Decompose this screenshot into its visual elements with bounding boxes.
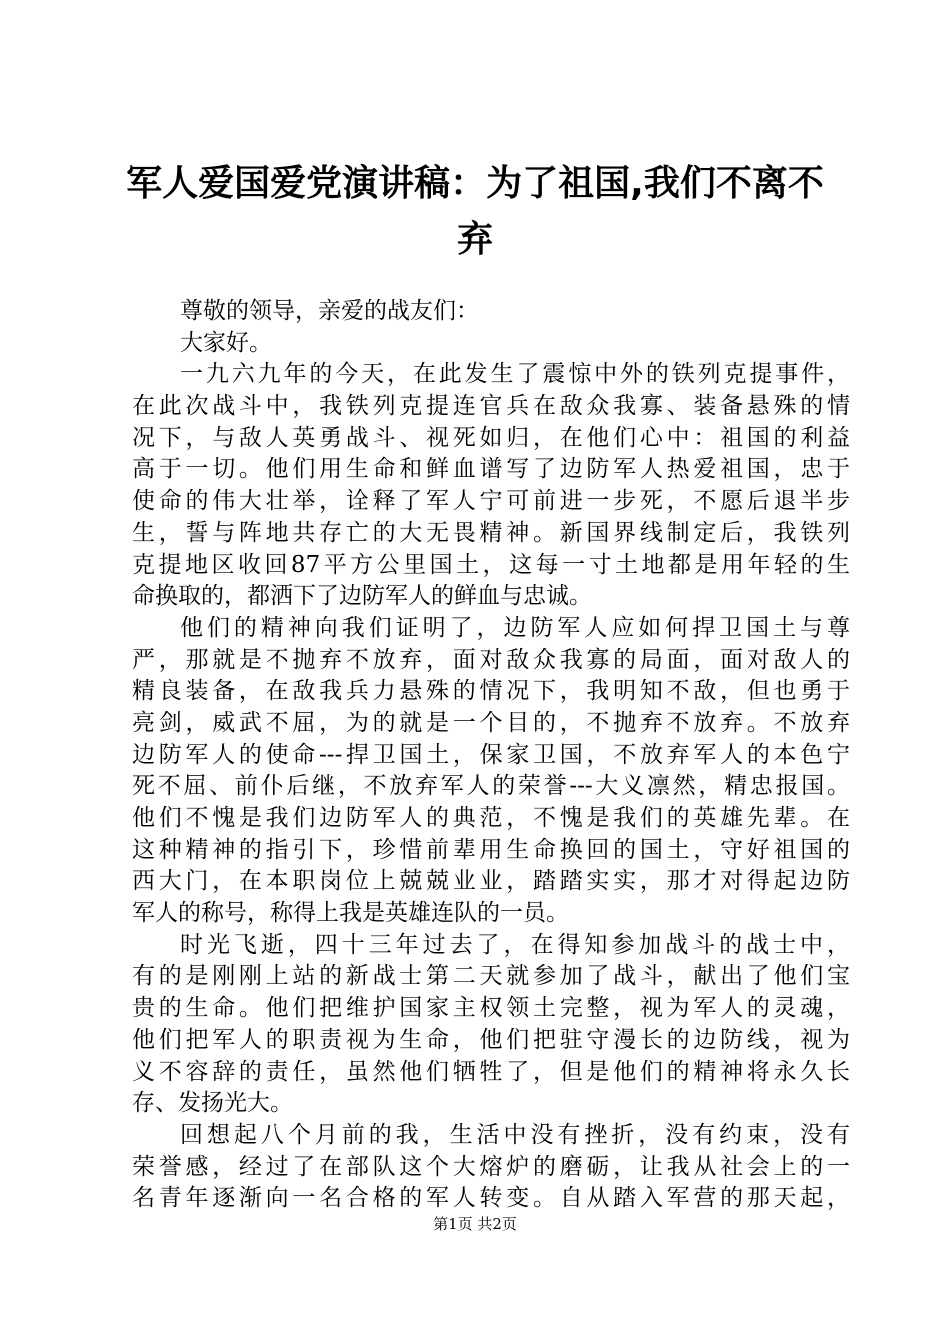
text-line: 死不屈、前仆后继，不放弃军人的荣誉---大义凛然，精忠报国。 bbox=[132, 773, 850, 800]
text-line: 这种精神的指引下，珍惜前辈用生命换回的国土，守好祖国的 bbox=[132, 836, 850, 863]
text-line: 回想起八个月前的我，生活中没有挫折，没有约束，没有 bbox=[180, 1121, 850, 1148]
text-line: 在此次战斗中，我铁列克提连官兵在敌众我寡、装备悬殊的情 bbox=[132, 393, 850, 420]
text-line: 边防军人的使命---捍卫国土，保家卫国，不放弃军人的本色宁 bbox=[132, 741, 850, 768]
text-line: 命换取的，都洒下了边防军人的鲜血与忠诚。 bbox=[132, 583, 592, 610]
document-title bbox=[100, 156, 850, 268]
text-line: 大家好。 bbox=[180, 329, 272, 356]
text-line: 亮剑，威武不屈，为的就是一个目的，不抛弃不放弃。不放弃 bbox=[132, 709, 850, 736]
page-footer: 第1页 共2页 bbox=[433, 1215, 517, 1233]
text-line: 精良装备，在敌我兵力悬殊的情况下，我明知不敌，但也勇于 bbox=[132, 678, 850, 705]
text-line: 他们把军人的职责视为生命，他们把驻守漫长的边防线，视为 bbox=[132, 1026, 850, 1053]
text-line: 名青年逐渐向一名合格的军人转变。自从踏入军营的那天起， bbox=[132, 1185, 850, 1212]
document-body bbox=[132, 296, 850, 1215]
title-line-1: 军人爱国爱党演讲稿：为了祖国,我们不离不 bbox=[126, 163, 824, 204]
text-line: 使命的伟大壮举，诠释了军人宁可前进一步死，不愿后退半步 bbox=[132, 488, 850, 515]
text-line: 军人的称号，称得上我是英雄连队的一员。 bbox=[132, 900, 569, 927]
text-line: 一九六九年的今天，在此发生了震惊中外的铁列克提事件， bbox=[180, 361, 850, 388]
text-line: 他们的精神向我们证明了，边防军人应如何捍卫国土与尊 bbox=[180, 614, 850, 641]
text-line: 高于一切。他们用生命和鲜血谱写了边防军人热爱祖国，忠于 bbox=[132, 456, 850, 483]
title-line-2: 弃 bbox=[456, 219, 493, 260]
text-line: 克提地区收回87平方公里国土，这每一寸土地都是用年轻的生 bbox=[132, 551, 850, 578]
text-line: 西大门，在本职岗位上兢兢业业，踏踏实实，那才对得起边防 bbox=[132, 868, 850, 895]
text-line: 他们不愧是我们边防军人的典范，不愧是我们的英雄先辈。在 bbox=[132, 805, 850, 831]
text-line: 义不容辞的责任，虽然他们牺牲了，但是他们的精神将永久长 bbox=[132, 1058, 850, 1085]
text-line: 况下，与敌人英勇战斗、视死如归，在他们心中：祖国的利益 bbox=[132, 424, 850, 451]
text-line: 荣誉感，经过了在部队这个大熔炉的磨砺，让我从社会上的一 bbox=[132, 1153, 850, 1180]
text-line: 时光飞逝，四十三年过去了，在得知参加战斗的战士中， bbox=[180, 931, 850, 958]
text-line: 存、发扬光大。 bbox=[132, 1090, 293, 1117]
text-line: 生，誓与阵地共存亡的大无畏精神。新国界线制定后，我铁列 bbox=[132, 519, 850, 546]
text-line: 有的是刚刚上站的新战士第二天就参加了战斗，献出了他们宝 bbox=[132, 963, 850, 990]
text-line: 严，那就是不抛弃不放弃，面对敌众我寡的局面，面对敌人的 bbox=[132, 646, 850, 673]
text-line: 尊敬的领导，亲爱的战友们： bbox=[180, 298, 479, 324]
text-line: 贵的生命。他们把维护国家主权领土完整，视为军人的灵魂， bbox=[132, 995, 850, 1022]
